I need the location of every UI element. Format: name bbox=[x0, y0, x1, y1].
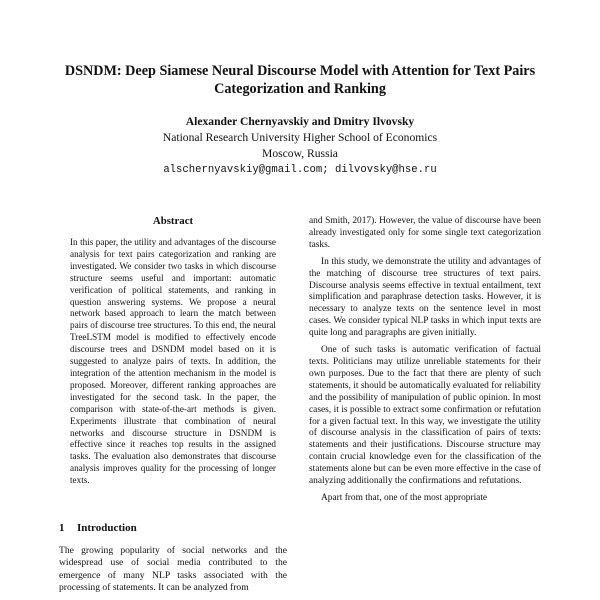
abstract-heading: Abstract bbox=[152, 215, 194, 227]
section-heading-introduction bbox=[59, 521, 287, 535]
introduction-body bbox=[59, 545, 287, 595]
right-paragraph-1: and Smith, 2017). However, the value of discourse have been already investigated only for some single text categorization tasks. bbox=[309, 216, 541, 250]
right-column bbox=[309, 216, 541, 510]
author-affiliation: National Research University Higher School of Economics bbox=[162, 131, 438, 144]
abstract-body bbox=[70, 237, 276, 487]
abstract-text: In this paper, the utility and advantages of the discourse analysis for text pairs categorization and ranking are investigated. We consider two tasks in which discourse structure seems useful and important: automatic verification of political statements, and ranking in question answering systems. We propose a neural network based approach to learn the match between pairs of discourse tree structures. To this end, the neural TreeLSTM model is modified to effectively encode discourse trees and DSNDM model based on it is suggested to analyze pairs of texts. In addition, the integration of the attention mechanism in the model is proposed. Moreover, different ranking approaches are investigated for the second task. In the paper, the comparison with state-of-the-art methods is given. Experiments illustrate that combination of neural networks and discourse structure in DSNDM is effective since it reaches top results in the assigned tasks. The evaluation also demonstrates that discourse analysis improves quality for the processing of longer texts. bbox=[70, 237, 276, 486]
author-block bbox=[60, 114, 540, 178]
author-location: Moscow, Russia bbox=[262, 147, 338, 160]
right-paragraph-2: In this study, we demonstrate the utility and advantages of the matching of discourse tree structures of text pairs. Discourse analysis seems effective in textual entailment, text simplification and paraphrase detection tasks. However, it is necessary to analyze texts on the sentence level in most cases. We consider typical NLP tasks in which input texts are quite long and paragraphs are given initially. bbox=[309, 256, 541, 339]
author-emails: alschernyavskiy@gmail.com; dilvovsky@hse.ru bbox=[163, 164, 437, 176]
introduction-paragraph: The growing popularity of social networks and the widespread use of social media contributed to the emergence of many NLP tasks associated with the processing of statements. It can be analyzed from bbox=[59, 545, 287, 594]
section-number: 1 bbox=[59, 522, 65, 534]
paper-title: DSNDM: Deep Siamese Neural Discourse Model with Attention for Text Pairs Categorization and Ranking bbox=[64, 63, 536, 97]
author-names: Alexander Chernyavskiy and Dmitry Ilvovsky bbox=[185, 115, 415, 128]
right-paragraph-4: Apart from that, one of the most appropriate bbox=[321, 492, 488, 503]
right-paragraph-3: One of such tasks is automatic verification of factual texts. Politicians may utilize unreliable statements for their own purposes. Due to the fact that there are plenty of such statements, it should be automatically evaluated for reliability and the possibility of manipulation of public opinion. In most cases, it is possible to extract some confirmation or refutation for a given factual text. In this way, we investigate the utility of discourse analysis in the classification of pairs of texts: statements and their justifications. Discourse structure may contain crucial knowledge even for the classification of the statements alone but can be even more effective in the case of analyzing additionally the confirmations and refutations. bbox=[309, 345, 541, 487]
section-title: Introduction bbox=[77, 522, 137, 534]
